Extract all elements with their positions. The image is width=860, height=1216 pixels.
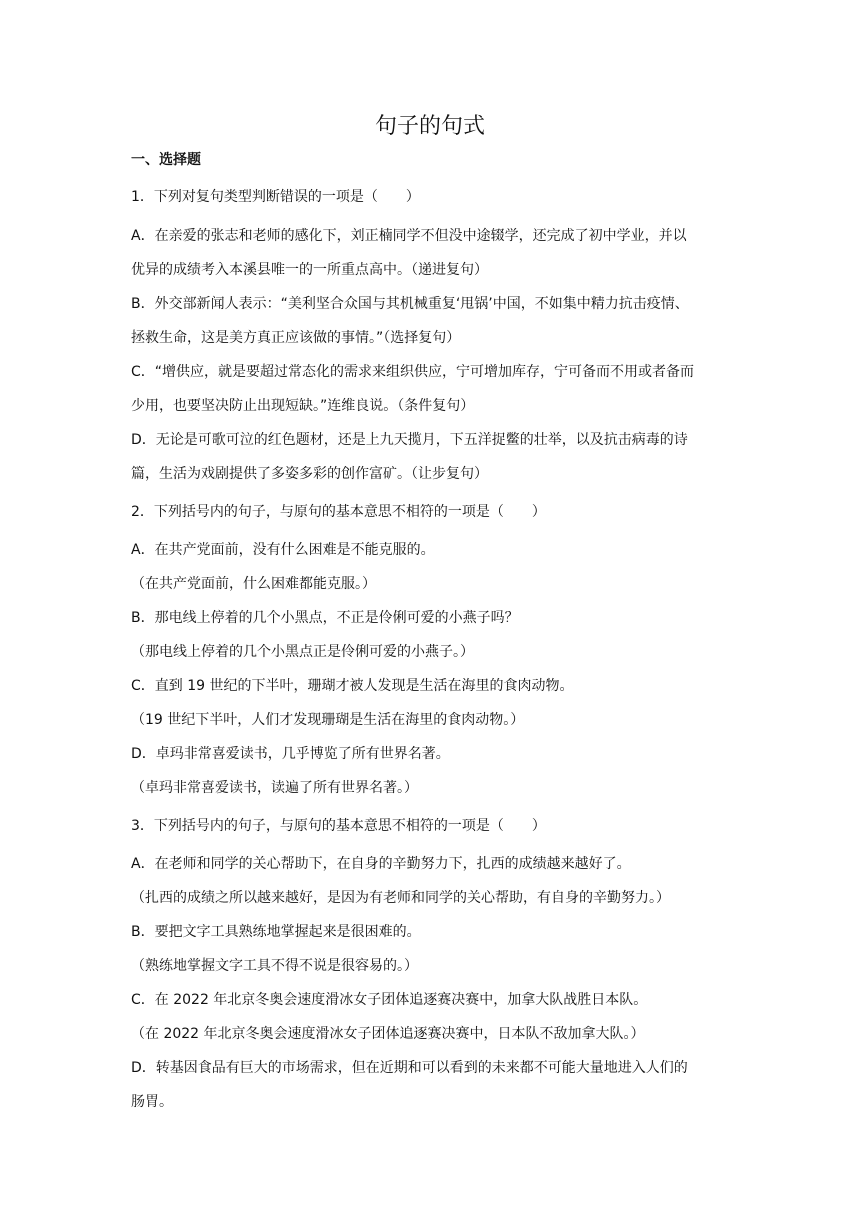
question-3-option-c-paraphrase: （在 2022 年北京冬奥会速度滑冰女子团体追逐赛决赛中，日本队不敌加拿大队。）: [131, 1026, 645, 1042]
question-1-option-b-cont: 拯救生命，这是美方真正应该做的事情。”（选择复句）: [131, 330, 461, 346]
document-title: 句子的句式: [374, 114, 485, 139]
question-3-option-a: A．在老师和同学的关心帮助下，在自身的辛勤努力下，扎西的成绩越来越好了。: [131, 856, 631, 872]
question-3-option-a-paraphrase: （扎西的成绩之所以越来越好，是因为有老师和同学的关心帮助，有自身的辛勤努力。）: [131, 890, 670, 906]
question-2-option-b: B．那电线上停着的几个小黑点，不正是伶俐可爱的小燕子吗？: [131, 610, 519, 626]
question-1-option-c: C．“增供应，就是要超过常态化的需求来组织供应，宁可增加库存，宁可备而不用或者备而: [131, 364, 695, 380]
question-1-option-b: B．外交部新闻人表示：“美利坚合众国与其机械重复‘甩锅’中国，不如集中精力抗击疫情、: [131, 296, 689, 312]
question-3-stem: 3．下列括号内的句子，与原句的基本意思不相符的一项是（ ）: [131, 818, 546, 834]
question-2-option-d-paraphrase: （卓玛非常喜爱读书，读遍了所有世界名著。）: [131, 780, 418, 796]
question-2-option-a: A．在共产党面前，没有什么困难是不能克服的。: [131, 542, 435, 558]
question-3-option-b-paraphrase: （熟练地掌握文字工具不得不说是很容易的。）: [131, 958, 418, 974]
question-3-option-d-cont: 肠胃。: [131, 1094, 173, 1110]
question-2-stem: 2．下列括号内的句子，与原句的基本意思不相符的一项是（ ）: [131, 504, 546, 520]
question-2-option-c: C．直到 19 世纪的下半叶，珊瑚才被人发现是生活在海里的食肉动物。: [131, 678, 574, 694]
question-2-option-b-paraphrase: （那电线上停着的几个小黑点正是伶俐可爱的小燕子。）: [131, 644, 474, 660]
question-1-option-c-cont: 少用，也要坚决防止出现短缺。”连维良说。（条件复句）: [131, 398, 475, 414]
question-1-option-a: A．在亲爱的张志和老师的感化下，刘正楠同学不但没中途辍学，还完成了初中学业，并以: [131, 228, 687, 244]
question-1-stem: 1．下列对复句类型判断错误的一项是（ ）: [131, 189, 420, 205]
question-3-option-b: B．要把文字工具熟练地掌握起来是很困难的。: [131, 924, 421, 940]
question-2-option-c-paraphrase: （19 世纪下半叶，人们才发现珊瑚是生活在海里的食肉动物。）: [131, 712, 525, 728]
question-2-option-a-paraphrase: （在共产党面前，什么困难都能克服。）: [131, 576, 376, 592]
question-1-option-a-cont: 优异的成绩考入本溪县唯一的一所重点高中。（递进复句）: [131, 262, 488, 278]
question-3-option-d: D．转基因食品有巨大的市场需求，但在近期和可以看到的未来都不可能大量地进入人们的: [131, 1060, 688, 1076]
question-3-option-c: C．在 2022 年北京冬奥会速度滑冰女子团体追逐赛决赛中，加拿大队战胜日本队。: [131, 992, 648, 1008]
section-heading: 一、选择题: [131, 152, 201, 168]
question-1-option-d: D．无论是可歌可泣的红色题材，还是上九天揽月，下五洋捉鳖的壮举，以及抗击病毒的诗: [131, 432, 688, 448]
question-2-option-d: D．卓玛非常喜爱读书，几乎博览了所有世界名著。: [131, 746, 450, 762]
question-1-option-d-cont: 篇，生活为戏剧提供了多姿多彩的创作富矿。（让步复句）: [131, 466, 488, 482]
